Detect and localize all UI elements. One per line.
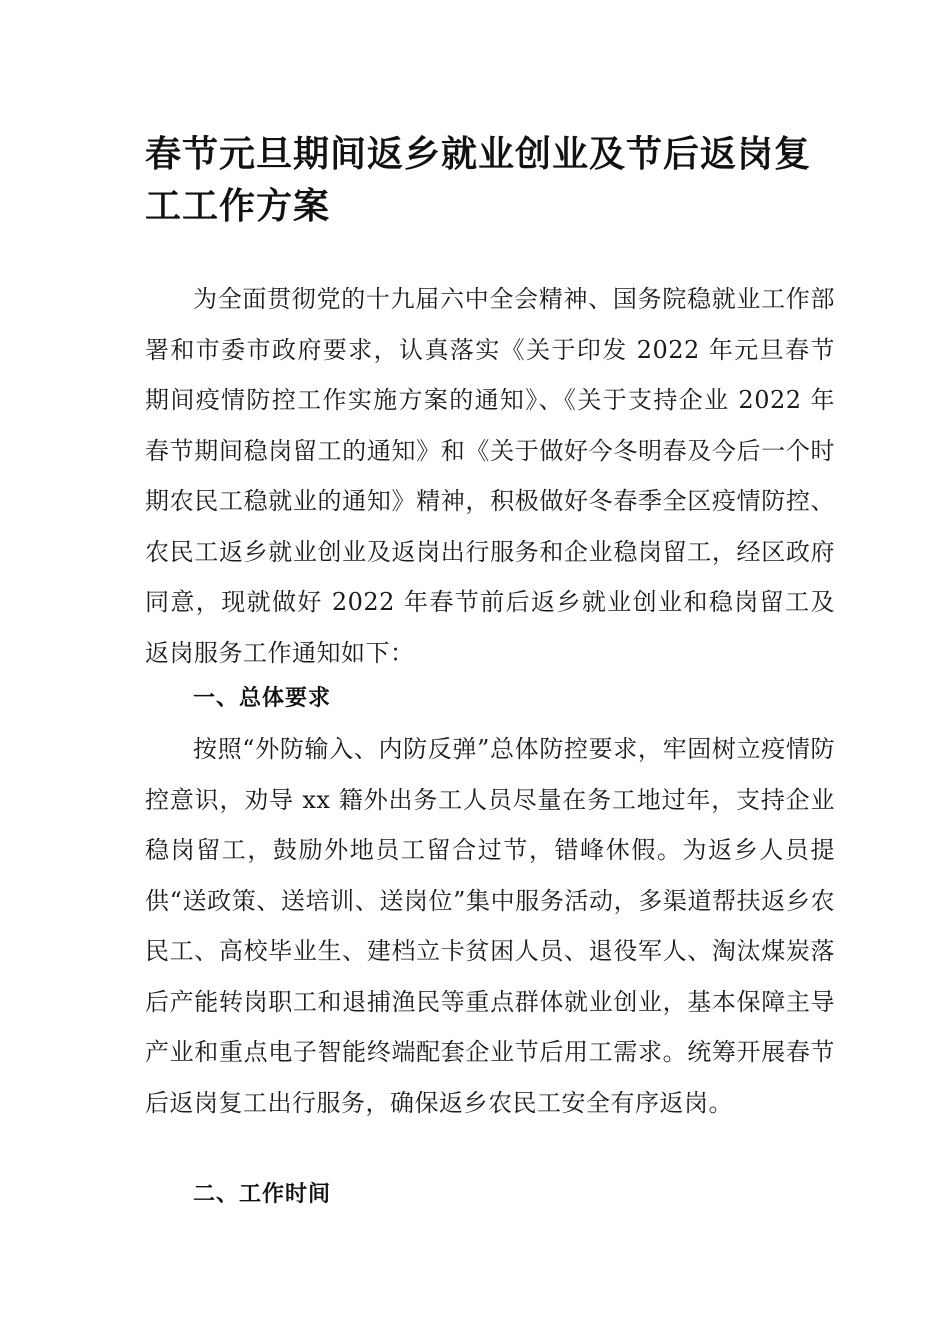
- document-title: 春节元旦期间返乡就业创业及节后返岗复工工作方案: [145, 133, 812, 227]
- section-heading-work-time: 二、工作时间: [193, 1181, 332, 1207]
- section-paragraph-general-requirements: 按照“外防输入、内防反弹”总体防控要求，牢固树立疫情防控意识，劝导 xx 籍外出务工人员尽量在务工地过年，支持企业稳岗留工，鼓励外地员工留合过节，错峰休假。为返乡人员提供“送政策、送培训、送岗位”集中服务活动，多渠道帮扶返乡农民工、高校毕业生、建档立卡贫困人员、退役军人、淘汰煤炭落后产能转岗职工和退捕渔民等重点群体就业创业，基本保障主导产业和重点电子智能终端配套企业节后用工需求。统筹开展春节后返岗复工出行服务，确保返乡农民工安全有序返岗。: [145, 735, 835, 1117]
- intro-paragraph: 为全面贯彻党的十九届六中全会精神、国务院稳就业工作部署和市委市政府要求，认真落实《关于印发 2022 年元旦春节期间疫情防控工作实施方案的通知》、《关于支持企业 2022 年春节期间稳岗留工的通知》和《关于做好今冬明春及今后一个时期农民工稳就业的通知》精神，积极做好冬春季全区疫情防控、农民工返乡就业创业及返岗出行服务和企业稳岗留工，经区政府同意，现就做好 2022 年春节前后返乡就业创业和稳岗留工及返岗服务工作通知如下：: [145, 285, 835, 667]
- section-heading-general-requirements: 一、总体要求: [193, 685, 332, 711]
